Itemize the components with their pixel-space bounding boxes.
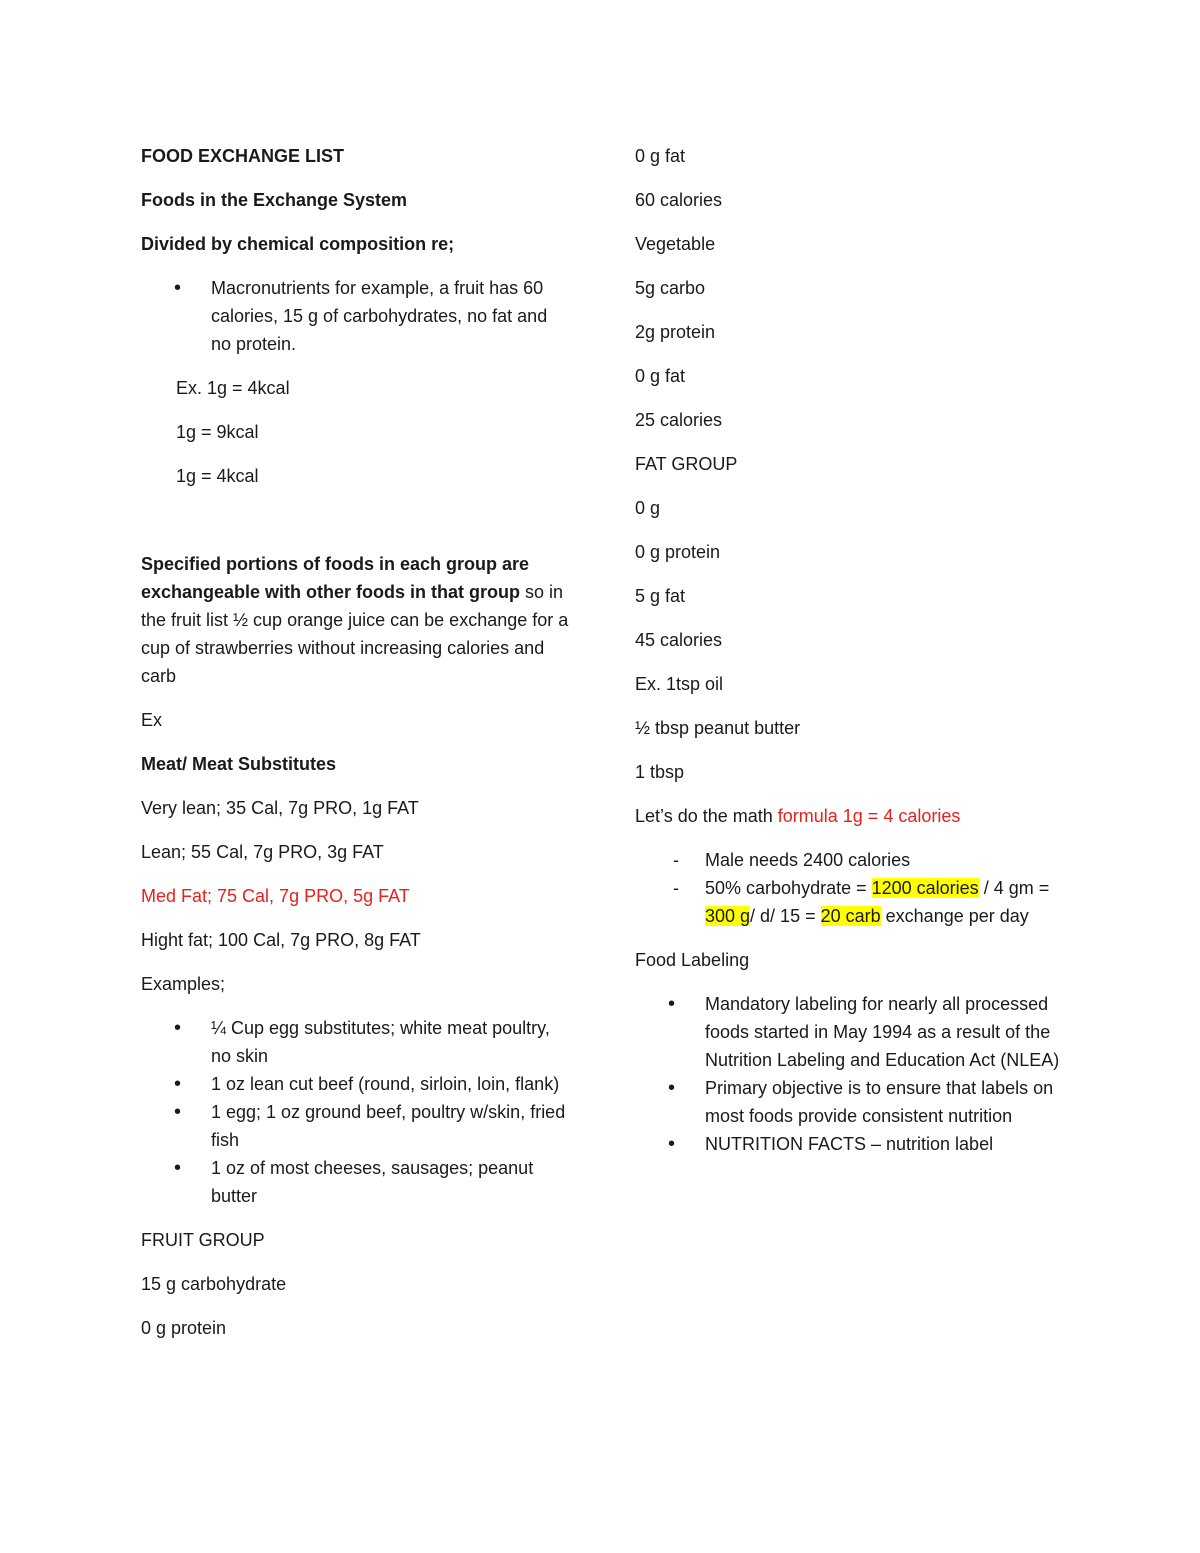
- fat-protein: 0 g protein: [635, 542, 721, 562]
- macro-list: [141, 274, 571, 358]
- list-item: • Macronutrients for example, a fruit has 60 calories, 15 g of carbohydrates, no fat and no protein.: [141, 274, 571, 358]
- document-title: FOOD EXCHANGE LIST: [141, 146, 345, 166]
- fat-example-1: Ex. 1tsp oil: [635, 674, 724, 694]
- list-item: • Mandatory labeling for nearly all processed foods started in May 1994 as a result of the Nutrition Labeling and Education Act (NLEA): [635, 990, 1065, 1074]
- meat-high-fat: Hight fat; 100 Cal, 7g PRO, 8g FAT: [141, 930, 421, 950]
- math-list: [635, 846, 1065, 930]
- food-labeling-heading: Food Labeling: [635, 950, 750, 970]
- math-formula: formula 1g = 4 calories: [777, 806, 961, 826]
- vegetable-heading: Vegetable: [635, 234, 716, 254]
- fruit-fat: 0 g fat: [635, 146, 686, 166]
- meat-lean: Lean; 55 Cal, 7g PRO, 3g FAT: [141, 842, 384, 862]
- highlight-300g: 300 g: [705, 906, 751, 926]
- fat-example-3: 1 tbsp: [635, 762, 685, 782]
- math-text: / 4 gm =: [978, 878, 1050, 898]
- examples-label: Examples;: [141, 974, 226, 994]
- divided-heading: Divided by chemical composition re;: [141, 234, 455, 254]
- list-item: • Primary objective is to ensure that labels on most foods provide consistent nutrition: [635, 1074, 1065, 1130]
- list-item: • ¼ Cup egg substitutes; white meat poultry, no skin: [141, 1014, 571, 1070]
- veg-calories: 25 calories: [635, 410, 723, 430]
- fruit-protein: 0 g protein: [141, 1318, 227, 1338]
- fruit-carb: 15 g carbohydrate: [141, 1274, 287, 1294]
- fat-example-2: ½ tbsp peanut butter: [635, 718, 801, 738]
- ex-label: Ex: [141, 710, 163, 730]
- labeling-list: [635, 990, 1065, 1158]
- highlight-1200-calories: 1200 calories: [871, 878, 979, 898]
- fat-fat: 5 g fat: [635, 586, 686, 606]
- fat-g: 0 g: [635, 498, 661, 518]
- veg-carb: 5g carbo: [635, 278, 706, 298]
- left-column: [141, 142, 571, 1358]
- list-item: • 1 egg; 1 oz ground beef, poultry w/skin, fried fish: [141, 1098, 571, 1154]
- fat-group-heading: FAT GROUP: [635, 454, 738, 474]
- list-item: - Male needs 2400 calories: [635, 846, 1065, 874]
- highlight-20-carb: 20 carb: [820, 906, 881, 926]
- specified-paragraph: [141, 550, 571, 690]
- example-line: Ex. 1g = 4kcal: [176, 378, 290, 398]
- example-line: 1g = 4kcal: [176, 466, 259, 486]
- veg-protein: 2g protein: [635, 322, 716, 342]
- math-text: / d/ 15 =: [750, 906, 821, 926]
- list-item: • 1 oz of most cheeses, sausages; peanut butter: [141, 1154, 571, 1210]
- fat-calories: 45 calories: [635, 630, 723, 650]
- right-column: [635, 142, 1065, 1174]
- specified-bold: Specified portions of foods in each group are exchangeable with other foods in that group: [141, 554, 530, 602]
- spacer: [141, 506, 571, 550]
- fruit-group-heading: FRUIT GROUP: [141, 1230, 265, 1250]
- specified-rest: so in the fruit list ½ cup orange juice can be exchange for a cup of strawberries without increasing calories and carb: [141, 582, 569, 686]
- math-text: exchange per day: [880, 906, 1029, 926]
- math-line: [635, 802, 1065, 830]
- foods-heading: Foods in the Exchange System: [141, 190, 408, 210]
- math-text: 50% carbohydrate =: [705, 878, 872, 898]
- meat-very-lean: Very lean; 35 Cal, 7g PRO, 1g FAT: [141, 798, 419, 818]
- veg-fat: 0 g fat: [635, 366, 686, 386]
- meat-heading: Meat/ Meat Substitutes: [141, 754, 337, 774]
- examples-list: [141, 1014, 571, 1210]
- meat-med-fat: Med Fat; 75 Cal, 7g PRO, 5g FAT: [141, 886, 410, 906]
- list-item: • 1 oz lean cut beef (round, sirloin, loin, flank): [141, 1070, 571, 1098]
- fruit-calories: 60 calories: [635, 190, 723, 210]
- example-line: 1g = 9kcal: [176, 422, 259, 442]
- list-item: [635, 874, 1065, 930]
- math-prefix: Let’s do the math: [635, 806, 778, 826]
- list-item: • NUTRITION FACTS – nutrition label: [635, 1130, 1065, 1158]
